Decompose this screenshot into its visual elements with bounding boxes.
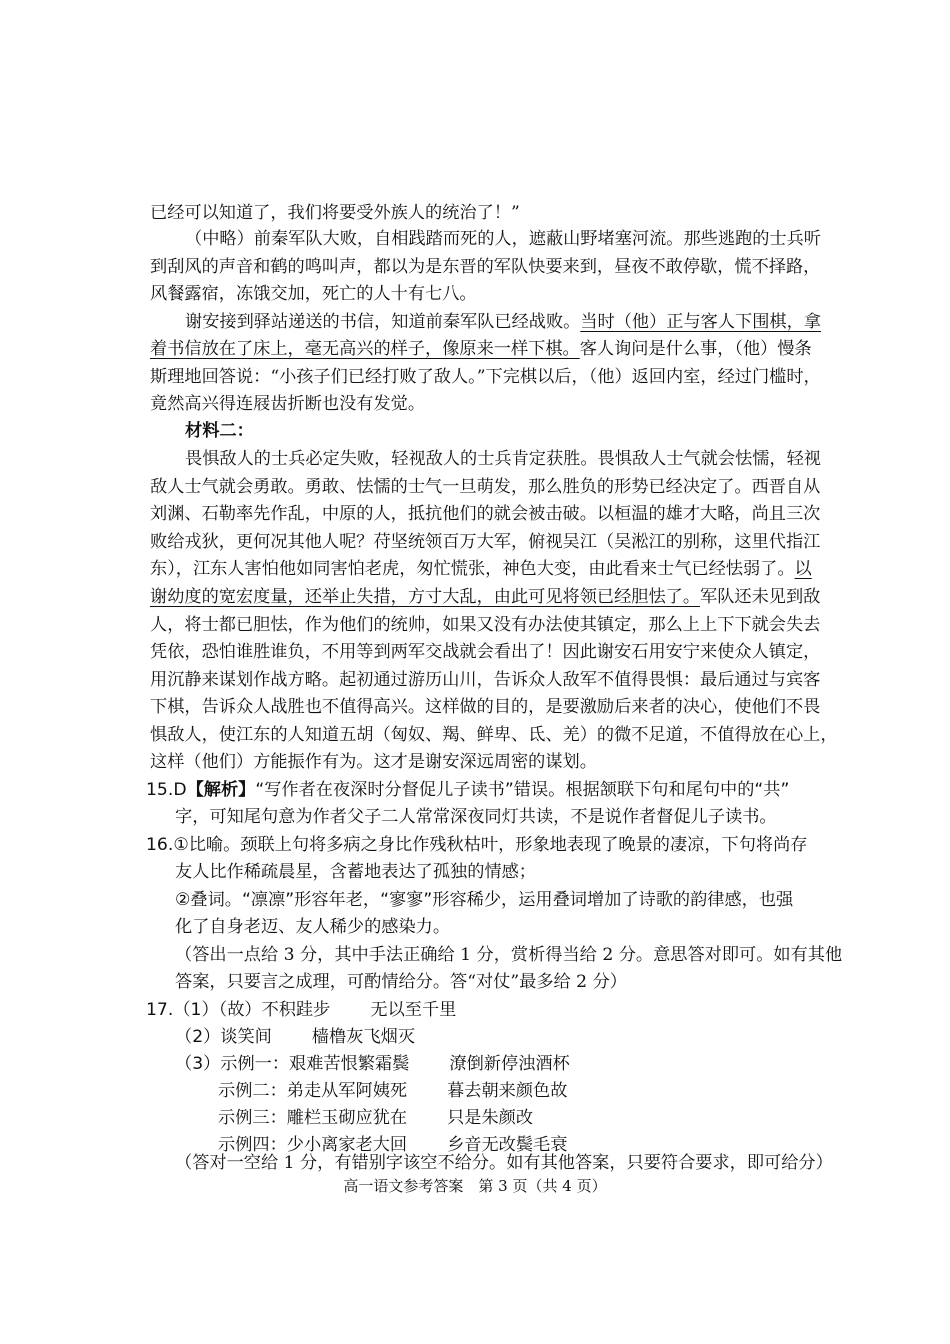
text-line — [185, 311, 821, 333]
text-line — [150, 338, 812, 360]
text-line: 畏惧敌人的士兵必定失败，轻视敌人的士兵肯定获胜。畏惧敌人士气就会怯懦，轻视 — [185, 449, 821, 469]
q17-row — [218, 1080, 567, 1102]
text-line: 人，将士都已胆怯，作为他们的统帅，如果又没有办法使其镇定，那么上上下下就会失去 — [150, 615, 821, 635]
text-line: 风餐露宿，冻饿交加，死亡的人十有七八。 — [150, 284, 477, 304]
answer-label: （1）（故）不积跬步 — [173, 1000, 331, 1020]
underlined-text: 着书信放在了床上，毫无高兴的样子，像原来一样下棋。 — [150, 339, 580, 359]
text-segment: 东），江东人害怕他如同害怕老虎，匆忙慌张，神色大变，由此看来士气已经怯弱了。 — [150, 559, 795, 579]
answer-label: （3）示例一：艰难苦恨繁霜鬓 — [175, 1054, 410, 1074]
underlined-text: 谢幼度的宽宏度量，还举止失措，方寸大乱，由此可见将领已经胆怯了。 — [150, 587, 701, 607]
q15-line — [146, 779, 789, 801]
text-line: 斯理地回答说：“小孩子们已经打败了敌人。”下完棋以后，（他）返回内室，经过门槛时， — [150, 367, 821, 387]
answer-text: 暮去朝来颜色故 — [447, 1081, 568, 1101]
text-line: （中略）前秦军队大败，自相践踏而死的人，遮蔽山野堵塞河流。那些逃跑的士兵听 — [185, 229, 821, 249]
text-line: 化了自身老迈、友人稀少的感染力。 — [175, 917, 451, 937]
text-line: ②叠词。“凛凛”形容年老，“寥寥”形容稀少，运用叠词增加了诗歌的韵律感，也强 — [175, 890, 794, 910]
underlined-text: 以 — [794, 559, 812, 579]
answer-text: 樯橹灰飞烟灭 — [311, 1027, 416, 1047]
scoring-note: （答出一点给 3 分，其中手法正确给 1 分，赏析得当给 2 分。意思答对即可。如有其他 — [175, 945, 843, 965]
scoring-note: （答对一空给 1 分，有错别字该空不给分。如有其他答案，只要符合要求，即可给分） — [175, 1153, 833, 1173]
answer-label: （2）谈笑间 — [175, 1027, 272, 1047]
text-line: 这样（他们）方能振作有为。这才是谢安深远周密的谋划。 — [150, 752, 597, 772]
answer-text: 只是朱颜改 — [447, 1108, 534, 1128]
question-number: 17. — [146, 1000, 174, 1020]
section-heading: 材料二： — [185, 421, 254, 441]
text-line: 友人比作稀疏晨星，含蓄地表达了孤独的情感； — [175, 862, 536, 882]
text-line: 到刮风的声音和鹤的鸣叫声，都以为是东晋的军队快要来到，昼夜不敢停歇，慌不择路， — [150, 257, 821, 277]
text-line: 败给戎狄，更何况其他人呢？苻坚统领百万大军，俯视吴江（吴淞江的别称，这里代指江 — [150, 532, 821, 552]
q16-line: 16.①比喻。颈联上句将多病之身比作残秋枯叶，形象地表现了晚景的凄凉，下句将尚存 — [146, 835, 808, 855]
answer-label: 示例四：少小离家老大回 — [218, 1135, 408, 1155]
answer-label: 示例三：雕栏玉砌应犹在 — [218, 1108, 408, 1128]
text-line — [150, 558, 812, 580]
text-segment: “写作者在夜深时分督促儿子读书”错误。根据颔联下句和尾句中的“共” — [255, 780, 790, 800]
answer-text: 无以至千里 — [370, 1000, 457, 1020]
question-number: 15.D — [146, 780, 187, 800]
page-footer: 高一语文参考答案 第 3 页（共 4 页） — [343, 1177, 607, 1195]
underlined-text: 当时（他）正与客人下围棋，拿 — [580, 312, 821, 332]
q17-row — [146, 999, 456, 1021]
answer-label: 示例二：弟走从军阿姨死 — [218, 1081, 408, 1101]
q17-row — [175, 1053, 570, 1075]
text-line: 已经可以知道了，我们将要受外族人的统治了！” — [150, 203, 520, 223]
analysis-tag: 【解析】 — [186, 780, 256, 800]
text-line: 用沉静来谋划作战方略。起初通过游历山川，告诉众人敌军不值得畏惧：最后通过与宾客 — [150, 670, 821, 690]
text-line: 下棋，告诉众人战胜也不值得高兴。这样做的目的，是要激励后来者的决心，使他们不畏 — [150, 697, 821, 717]
text-line: 竟然高兴得连屐齿折断也没有发觉。 — [150, 394, 426, 414]
answer-text: 潦倒新停浊酒杯 — [449, 1054, 570, 1074]
scoring-note: 答案，只要言之成理，可酌情给分。答“对仗”最多给 2 分） — [175, 972, 627, 992]
q17-row — [218, 1107, 533, 1129]
text-segment: 谢安接到驿站递送的书信，知道前秦军队已经战败。 — [185, 312, 581, 332]
text-segment: 军队还未见到敌 — [700, 587, 821, 607]
text-line: 惧敌人，使江东的人知道五胡（匈奴、羯、鲜卑、氐、羌）的微不足道，不值得放在心上， — [150, 725, 838, 745]
q17-row — [175, 1026, 415, 1048]
answer-text: 乡音无改鬓毛衰 — [447, 1135, 568, 1155]
text-line — [150, 586, 820, 608]
text-line: 字，可知尾句意为作者父子二人常常深夜同灯共读，不是说作者督促儿子读书。 — [175, 807, 777, 827]
text-line: 凭依，恐怕谁胜谁负，不用等到两军交战就会看出了！因此谢安石用安宁来使众人镇定， — [150, 642, 821, 662]
text-line: 刘渊、石勒率先作乱，中原的人，抵抗他们的就会被击破。以桓温的雄才大略，尚且三次 — [150, 504, 821, 524]
text-line: 敌人士气就会勇敢。勇敢、怯懦的士气一旦萌发，那么胜负的形势已经决定了。西晋自从 — [150, 477, 821, 497]
text-segment: 客人询问是什么事，（他）慢条 — [579, 339, 812, 359]
